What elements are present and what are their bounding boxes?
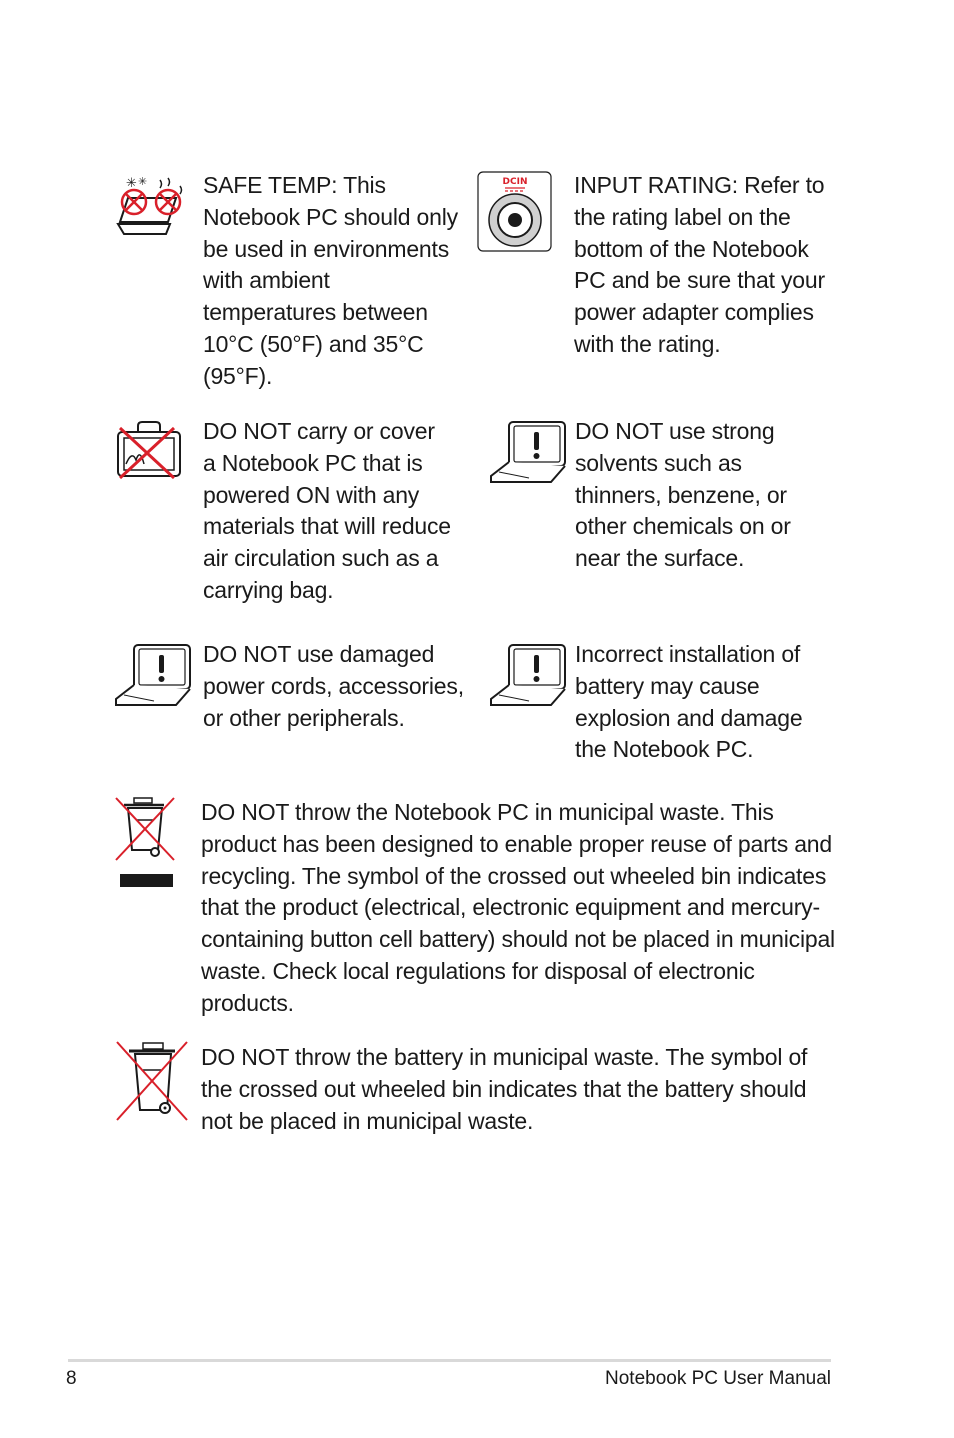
- dc-in-icon: [477, 171, 553, 258]
- svg-text:✳: ✳: [138, 175, 148, 188]
- municipal-waste-pc-text: DO NOT throw the Notebook PC in municipal waste. This product has been designed to enable proper reuse of parts and recycling. The symbol of the crossed out wheeled bin indicates that the product (electrical, electronic equipment and mercury-containing button cell battery) should not be placed in municipal waste. Check local regulations for disposal of electronic products.: [201, 799, 835, 1016]
- crossed-wheeled-bin-icon: [113, 1040, 191, 1129]
- safe-temp-icon: [114, 172, 192, 247]
- safe-temp-text: SAFE TEMP: This Notebook PC should only be used in environments with ambient temperatures between 10°C (50°F) and 35°C (95°F).: [203, 172, 458, 389]
- input-rating-text: INPUT RATING: Refer to the rating label on the bottom of the Notebook PC and be sure that your power adapter complies with the rating.: [574, 172, 825, 357]
- dc-in-label: DCIN: [502, 177, 528, 187]
- municipal-waste-battery-text: DO NOT throw the battery in municipal waste. The symbol of the crossed out wheeled bin indicates that the battery should not be placed in municipal waste.: [201, 1044, 808, 1134]
- laptop-warning-icon: [114, 643, 192, 718]
- damaged-cords-text: DO NOT use damaged power cords, accessories, or other peripherals.: [203, 641, 464, 731]
- laptop-warning-icon: [489, 420, 567, 495]
- svg-text:✳: ✳: [126, 176, 137, 191]
- no-carrying-bag-icon: [114, 420, 184, 487]
- laptop-warning-icon: [489, 643, 567, 718]
- footer-divider: [68, 1359, 831, 1362]
- manual-title: Notebook PC User Manual: [605, 1368, 831, 1389]
- page-number: 8: [66, 1368, 77, 1389]
- carry-cover-text: DO NOT carry or cover a Notebook PC that is powered ON with any materials that will reduce air circulation such as a carrying bag.: [203, 418, 451, 603]
- solvents-text: DO NOT use strong solvents such as thinners, benzene, or other chemicals on or near the surface.: [575, 418, 791, 572]
- crossed-wheeled-bin-icon: [112, 796, 178, 895]
- battery-install-text: Incorrect installation of battery may cause explosion and damage the Notebook PC.: [575, 641, 803, 763]
